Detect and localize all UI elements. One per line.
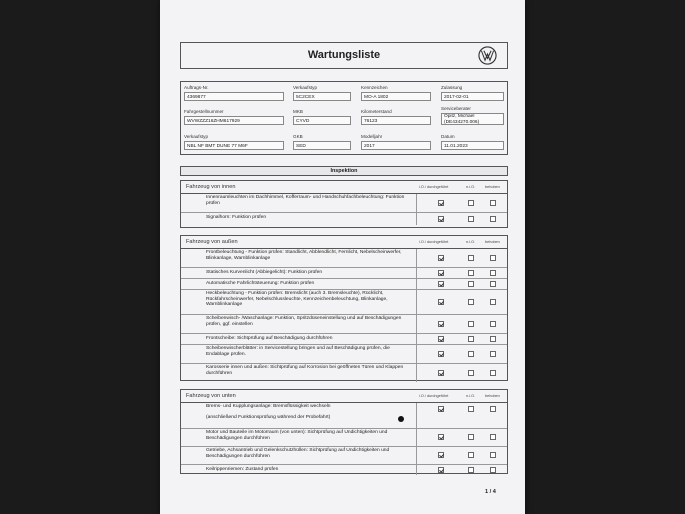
section-header <box>181 181 507 194</box>
col-header-done: i.O./ durchgeführt <box>419 240 449 244</box>
checkbox-done[interactable] <box>438 281 444 287</box>
info-label: Datum <box>441 134 455 139</box>
info-field <box>184 134 284 150</box>
section-title: Fahrzeug von außen <box>186 239 238 245</box>
info-field <box>441 85 504 101</box>
checkbox-not-ok[interactable] <box>468 467 474 473</box>
info-label: Fahrgestellnummer <box>184 109 224 114</box>
section-title: Fahrzeug von innen <box>186 184 236 190</box>
info-field <box>441 134 504 150</box>
info-label: GKB <box>293 134 303 139</box>
checklist-row <box>181 213 507 225</box>
row-text: Keilrippenriemen: Zustand prüfen <box>206 467 279 472</box>
info-value: NBL NF BMT DUNE 77 M6F <box>184 141 284 150</box>
checklist-row <box>181 268 507 279</box>
checkbox-not-ok[interactable] <box>468 270 474 276</box>
checkbox-fixed[interactable] <box>490 452 496 458</box>
row-text: Brems- und Kupplungsanlage: Bremsflüssigkeit wechseln (anschließend Funktionsprüfung während der Probefahrt) <box>206 404 331 421</box>
checkbox-done[interactable] <box>438 406 444 412</box>
col-header-fixed: behoben <box>485 240 500 244</box>
col-header-done: i.O./ durchgeführt <box>419 185 449 189</box>
col-header-fixed: behoben <box>485 185 500 189</box>
info-label: Verkaufstyp <box>184 134 209 139</box>
checkbox-not-ok[interactable] <box>468 321 474 327</box>
checkbox-not-ok[interactable] <box>468 336 474 342</box>
checkbox-not-ok[interactable] <box>468 370 474 376</box>
checkbox-fixed[interactable] <box>490 406 496 412</box>
inspection-heading: Inspektion <box>180 166 508 176</box>
checkbox-fixed[interactable] <box>490 434 496 440</box>
row-text: Scheibenwischerblätter: in Servicestellung bringen und auf Beschädigung prüfen, die Endablage prüfen. <box>206 346 390 357</box>
row-text: Frontbeleuchtung - Funktion prüfen: Standlicht, Abblendlicht, Fernlicht, Nebelscheinwerfer, Blinkanlage, Warnblinkanlage <box>206 250 402 261</box>
row-text: Karosserie innen und außen: Sichtprüfung auf Korrosion bei geöffneten Türen und Klappen durchführen <box>206 365 404 376</box>
checkbox-fixed[interactable] <box>490 255 496 261</box>
info-field <box>293 134 351 150</box>
row-text: Motor und Bauteile im Motorraum (von unten): Sichtprüfung auf Undichtigkeiten und Beschädigungen durchführen <box>206 430 388 441</box>
checkbox-done[interactable] <box>438 216 444 222</box>
info-label: Zulassung <box>441 85 463 90</box>
checklist-row <box>181 249 507 268</box>
checkbox-fixed[interactable] <box>490 200 496 206</box>
checklist-row <box>181 345 507 364</box>
checkbox-done[interactable] <box>438 467 444 473</box>
col-header-not-ok: n.i.O. <box>466 240 476 244</box>
checkbox-fixed[interactable] <box>490 351 496 357</box>
checkbox-fixed[interactable] <box>490 216 496 222</box>
info-field <box>184 109 284 125</box>
page-title: Wartungsliste <box>307 49 381 61</box>
info-value: WVWZZZ16ZHM617929 <box>184 116 284 125</box>
checkbox-not-ok[interactable] <box>468 434 474 440</box>
row-text: Automatische Fahrlichtsteuerung: Funktion prüfen <box>206 281 315 286</box>
section-title: Fahrzeug von unten <box>186 393 236 399</box>
info-value: CYVD <box>293 116 351 125</box>
checklist-row <box>181 465 507 475</box>
section-underbody <box>180 389 508 474</box>
row-text: Scheibenwisch- /Waschanlage: Funktion, Spritzdüseneinstellung und auf Beschädigungen prüfen, ggf. einstellen <box>206 316 402 327</box>
info-value: Opitz, Michael (DE434270.006) <box>441 113 504 125</box>
info-label: Verkaufstyp <box>293 85 318 90</box>
checklist-row <box>181 447 507 465</box>
col-header-not-ok: n.i.O. <box>466 185 476 189</box>
checkbox-fixed[interactable] <box>490 336 496 342</box>
checkbox-not-ok[interactable] <box>468 200 474 206</box>
checkbox-done[interactable] <box>438 299 444 305</box>
info-value: 2017-02-01 <box>441 92 504 101</box>
checkbox-not-ok[interactable] <box>468 216 474 222</box>
col-header-fixed: behoben <box>485 394 500 398</box>
checkbox-done[interactable] <box>438 270 444 276</box>
info-field <box>361 109 431 125</box>
info-label: Modelljahr <box>361 134 383 139</box>
checkbox-done[interactable] <box>438 351 444 357</box>
checkbox-not-ok[interactable] <box>468 255 474 261</box>
col-header-done: i.O./ durchgeführt <box>419 394 449 398</box>
checkbox-fixed[interactable] <box>490 321 496 327</box>
checkbox-done[interactable] <box>438 321 444 327</box>
info-label: MKB <box>293 109 303 114</box>
checkbox-not-ok[interactable] <box>468 351 474 357</box>
info-field <box>184 85 284 101</box>
section-header <box>181 236 507 249</box>
section-interior <box>180 180 508 228</box>
info-label: Kilometerstand <box>361 109 392 114</box>
checklist-row <box>181 315 507 334</box>
info-label: Auftrags-Nr. <box>184 85 209 90</box>
info-field <box>293 109 351 125</box>
info-label: Serviceberater <box>441 106 471 111</box>
info-value: 11.01.2023 <box>441 141 504 150</box>
checkbox-done[interactable] <box>438 370 444 376</box>
info-value: MO-A 1802 <box>361 92 431 101</box>
checkbox-fixed[interactable] <box>490 281 496 287</box>
vw-logo-icon <box>478 46 497 65</box>
title-box <box>180 42 508 69</box>
checkbox-fixed[interactable] <box>490 299 496 305</box>
section-exterior <box>180 235 508 381</box>
section-header <box>181 390 507 403</box>
checkbox-not-ok[interactable] <box>468 299 474 305</box>
vehicle-info-block <box>180 81 508 155</box>
checklist-row <box>181 403 507 429</box>
info-field <box>441 106 504 125</box>
page-number: 1 / 4 <box>485 489 496 495</box>
checkbox-not-ok[interactable] <box>468 281 474 287</box>
row-text: Innenraumleuchten im Dachhimmel, Kofferraum- und Handschuhfachbeleuchtung: Funktion prüfen <box>206 195 405 206</box>
info-value: 5C2CEX <box>293 92 351 101</box>
checkbox-done[interactable] <box>438 255 444 261</box>
checkbox-done[interactable] <box>438 434 444 440</box>
info-field <box>293 85 351 101</box>
checkbox-fixed[interactable] <box>490 467 496 473</box>
checkbox-fixed[interactable] <box>490 370 496 376</box>
info-value: SED <box>293 141 351 150</box>
row-text: Getriebe, Achsantrieb und Gelenkschutzhüllen: Sichtprüfung auf Undichtigkeiten und Beschädigungen durchführen <box>206 448 390 459</box>
checklist-row <box>181 334 507 345</box>
checkbox-done[interactable] <box>438 200 444 206</box>
marker-dot <box>398 416 404 422</box>
checkbox-done[interactable] <box>438 336 444 342</box>
checklist-row <box>181 290 507 315</box>
row-text: Statisches Kurvenlicht (Abbiegelicht): Funktion prüfen <box>206 270 323 275</box>
info-value: 2017 <box>361 141 431 150</box>
checklist-row <box>181 364 507 382</box>
checklist-row <box>181 429 507 447</box>
checkbox-not-ok[interactable] <box>468 406 474 412</box>
info-value: 76123 <box>361 116 431 125</box>
checklist-row <box>181 279 507 290</box>
row-text: Signalhorn: Funktion prüfen <box>206 215 267 220</box>
checkbox-not-ok[interactable] <box>468 452 474 458</box>
row-text: Heckbeleuchtung - Funktion prüfen: Bremslicht (auch 3. Bremsleuchte), Rücklicht, Rückfahrscheinwerfer, Nebelschlussleuchte, Kennzeichenbeleuchtung, Blinkanlage, Warnblinkanlage <box>206 291 388 308</box>
info-label: Kennzeichen <box>361 85 388 90</box>
info-field <box>361 134 431 150</box>
row-text: Frontscheibe: Sichtprüfung auf Beschädigung durchführen <box>206 336 333 341</box>
checklist-row <box>181 194 507 213</box>
col-header-not-ok: n.i.O. <box>466 394 476 398</box>
info-value: 4369877 <box>184 92 284 101</box>
checkbox-done[interactable] <box>438 452 444 458</box>
checkbox-fixed[interactable] <box>490 270 496 276</box>
document-page <box>160 0 525 514</box>
info-field <box>361 85 431 101</box>
